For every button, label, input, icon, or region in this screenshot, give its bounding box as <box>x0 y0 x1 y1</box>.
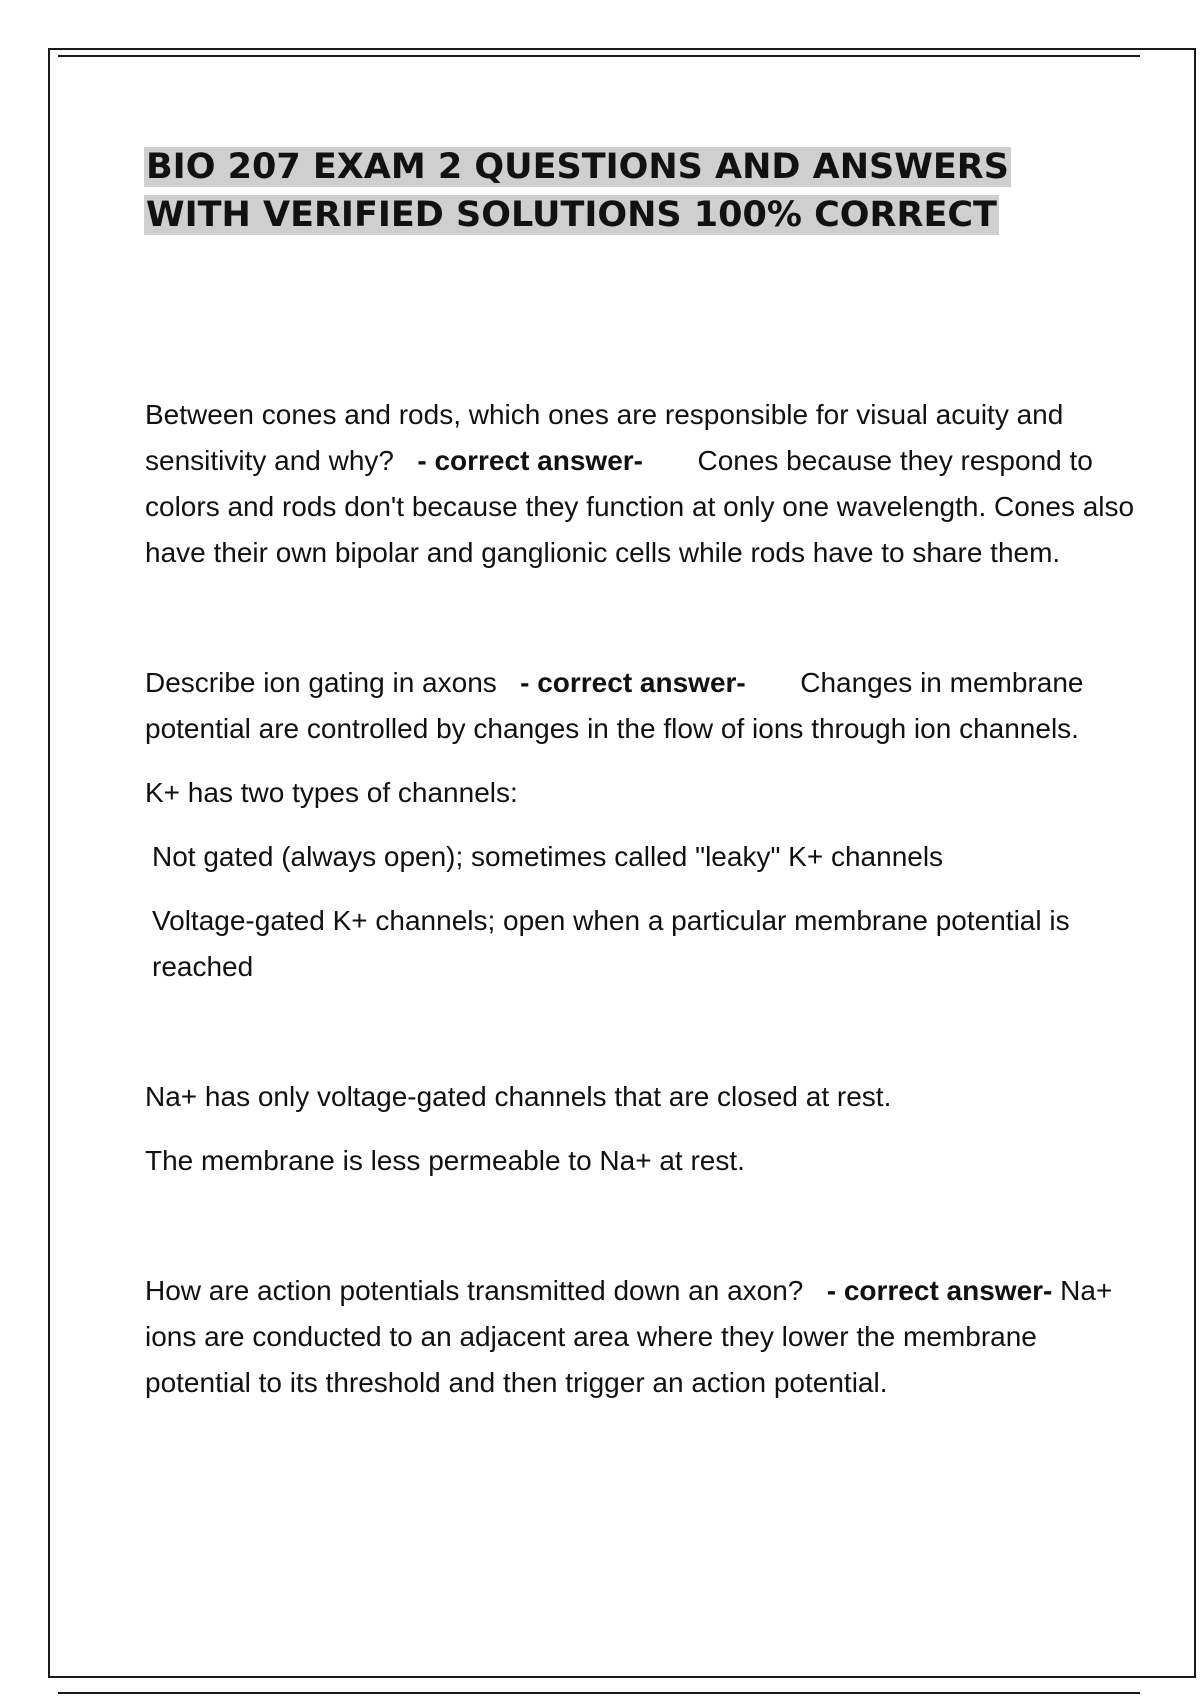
document-title <box>144 143 1044 239</box>
title-line-1: BIO 207 EXAM 2 QUESTIONS AND ANSWERS <box>146 147 1009 187</box>
title-line-2: WITH VERIFIED SOLUTIONS 100% CORRECT <box>146 195 997 235</box>
detail-paragraph: Voltage-gated K+ channels; open when a particular membrane potential is reached <box>152 905 1070 982</box>
answer-label: - correct answer- <box>417 445 643 476</box>
detail-paragraph: Not gated (always open); sometimes called "leaky" K+ channels <box>152 841 944 872</box>
answer-text: Changes in membrane potential are controlled by changes in the flow of ions through ion channels. <box>145 667 1084 744</box>
answer-text: Cones because they respond to colors and rods don't because they function at only one wavelength. Cones also have their own bipolar and ganglionic cells while rods have to share them. <box>145 445 1135 568</box>
qa-item-3 <box>145 1268 1145 1406</box>
detail-paragraph: K+ has two types of channels: <box>145 777 518 808</box>
detail-paragraph: The membrane is less permeable to Na+ at rest. <box>145 1145 745 1176</box>
qa-item-2 <box>145 660 1145 752</box>
question-text: How are action potentials transmitted down an axon? <box>145 1275 804 1306</box>
bottom-rule <box>58 1692 1140 1694</box>
detail-paragraph: Na+ has only voltage-gated channels that are closed at rest. <box>145 1081 892 1112</box>
document-body <box>145 392 1145 1406</box>
answer-label: - correct answer- <box>826 1275 1053 1306</box>
answer-label: - correct answer- <box>520 667 746 698</box>
qa-item-1 <box>145 392 1145 576</box>
question-text: Describe ion gating in axons <box>145 667 497 698</box>
answer-text: Na+ ions are conducted to an adjacent area where they lower the membrane potential to its threshold and then trigger an action potential. <box>145 1275 1113 1398</box>
top-rule <box>58 55 1140 57</box>
question-text: Between cones and rods, which ones are responsible for visual acuity and sensitivity and why? <box>145 399 1064 476</box>
